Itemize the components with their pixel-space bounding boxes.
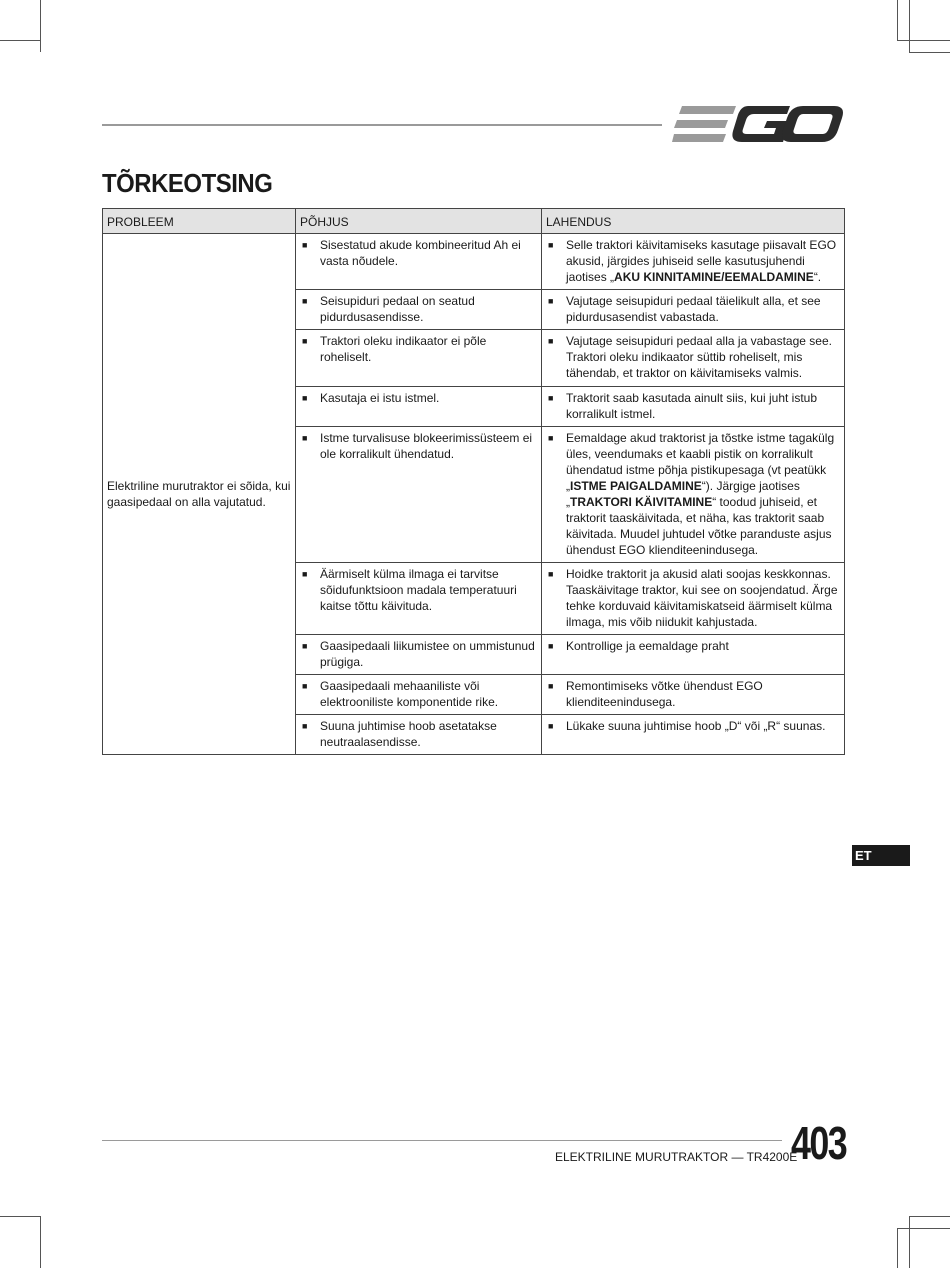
bullet-icon: ■ [548, 721, 554, 731]
bullet-icon: ■ [302, 721, 308, 731]
cause-text: Traktori oleku indikaator ei põle roheliselt. [320, 334, 487, 364]
page-number: 403 [791, 1117, 847, 1169]
footer-rule [102, 1140, 782, 1141]
cause-text: Suuna juhtimise hoob asetatakse neutraalasendisse. [320, 719, 497, 749]
logo-g [732, 106, 790, 142]
bullet-icon: ■ [302, 393, 308, 403]
ego-logo [672, 104, 844, 144]
cause-text: Seisupiduri pedaal on seatud pidurdusasendisse. [320, 294, 475, 324]
solution-cell [542, 715, 845, 755]
language-tab: ET [852, 845, 910, 866]
bullet-icon: ■ [548, 240, 554, 250]
cause-text: Istme turvalisuse blokeerimissüsteem ei ole korralikult ühendatud. [320, 431, 533, 461]
cause-text: Gaasipedaali liikumistee on ummistunud prügiga. [320, 639, 535, 669]
cause-cell [296, 387, 542, 427]
bullet-icon: ■ [548, 296, 554, 306]
logo-e-top [679, 106, 736, 114]
solution-text: Eemaldage akud traktorist ja tõstke istme tagakülg üles, veendumaks et kaabli pistik on korralikult ühendatud istme põhja pistikupesaga (vt peatükk „ISTME PAIGALDAMINE“). Järgige jaotises „TRAKTORI KÄIVITAMINE“ toodud juhiseid, et traktorit taaskäivitada, et näha, kas traktorit saab käivitada. Muudel juhtudel võtke paranduste asjus ühendust EGO klienditeenindusega. [566, 431, 835, 557]
bullet-icon: ■ [302, 433, 308, 443]
crop-mark [909, 0, 910, 52]
bullet-icon: ■ [548, 681, 554, 691]
bullet-icon: ■ [548, 336, 554, 346]
cause-cell [296, 330, 542, 387]
column-header-problem: PROBLEEM [103, 209, 296, 234]
cause-cell [296, 563, 542, 635]
cause-text: Sisestatud akude kombineeritud Ah ei vasta nõudele. [320, 238, 521, 268]
solution-cell [542, 290, 845, 330]
table-header-row [103, 209, 845, 234]
cause-cell [296, 290, 542, 330]
logo-e-mid [674, 120, 728, 128]
troubleshooting-table [102, 208, 845, 755]
solution-text: Selle traktori käivitamiseks kasutage piisavalt EGO akusid, järgides juhiseid selle kasutusjuhendi jaotises „AKU KINNITAMINE/EEMALDAMINE“. [566, 238, 837, 284]
solution-cell [542, 234, 845, 290]
solution-cell [542, 427, 845, 563]
page-title: TÕRKEOTSING [102, 168, 273, 198]
solution-text: Vajutage seisupiduri pedaal alla ja vabastage see. Traktori oleku indikaator süttib roheliselt, mis tähendab, et traktor on käivitamiseks valmis. [566, 334, 832, 380]
solution-text: Hoidke traktorit ja akusid alati soojas keskkonnas. Taaskäivitage traktor, kui see on soojendatud. Ärge tehke korduvaid käivitamiskatseid äärmiselt külma ilmaga, mis võib niidukit kahjustada. [566, 567, 838, 629]
header-rule [102, 124, 662, 126]
bullet-icon: ■ [302, 296, 308, 306]
solution-text: Remontimiseks võtke ühendust EGO klienditeenindusega. [566, 679, 763, 709]
logo-o [782, 106, 843, 142]
bullet-icon: ■ [302, 336, 308, 346]
cause-cell [296, 234, 542, 290]
crop-mark [909, 1216, 910, 1268]
solution-cell [542, 635, 845, 675]
logo-e-bottom [672, 134, 726, 142]
solution-text: Traktorit saab kasutada ainult siis, kui juht istub korralikult istmel. [566, 391, 818, 421]
bullet-icon: ■ [548, 433, 554, 443]
cause-cell [296, 675, 542, 715]
crop-mark [40, 1216, 41, 1268]
cause-text: Gaasipedaali mehaaniliste või elektrooniliste komponentide rike. [320, 679, 499, 709]
column-header-cause: PÕHJUS [296, 209, 542, 234]
bullet-icon: ■ [302, 641, 308, 651]
solution-cell [542, 675, 845, 715]
crop-mark [909, 52, 950, 53]
bullet-icon: ■ [302, 569, 308, 579]
crop-mark [897, 40, 950, 41]
column-header-solution: LAHENDUS [542, 209, 845, 234]
solution-cell [542, 330, 845, 387]
footer-title: ELEKTRILINE MURUTRAKTOR — TR4200E [555, 1150, 798, 1164]
solution-cell [542, 563, 845, 635]
problem-cell: Elektriline murutraktor ei sõida, kui gaasipedaal on alla vajutatud. [103, 234, 296, 755]
bullet-icon: ■ [302, 240, 308, 250]
bullet-icon: ■ [548, 393, 554, 403]
bullet-icon: ■ [302, 681, 308, 691]
solution-text: Vajutage seisupiduri pedaal täielikult alla, et see pidurdusasendist vabastada. [566, 294, 821, 324]
cause-cell [296, 427, 542, 563]
table-row [103, 234, 845, 290]
crop-mark [0, 40, 40, 41]
cause-cell [296, 635, 542, 675]
solution-cell [542, 387, 845, 427]
crop-mark [897, 1228, 950, 1229]
solution-text: Kontrollige ja eemaldage praht [566, 639, 729, 653]
cause-cell [296, 715, 542, 755]
crop-mark [40, 0, 41, 52]
crop-mark [0, 1216, 40, 1217]
bullet-icon: ■ [548, 569, 554, 579]
bullet-icon: ■ [548, 641, 554, 651]
crop-mark [897, 1228, 898, 1268]
cause-text: Äärmiselt külma ilmaga ei tarvitse sõidufunktsioon madala temperatuuri kaitse tõttu käivituda. [320, 567, 517, 613]
crop-mark [897, 0, 898, 40]
crop-mark [909, 1216, 950, 1217]
cause-text: Kasutaja ei istu istmel. [320, 391, 440, 405]
solution-text: Lükake suuna juhtimise hoob „D“ või „R“ suunas. [566, 719, 826, 733]
